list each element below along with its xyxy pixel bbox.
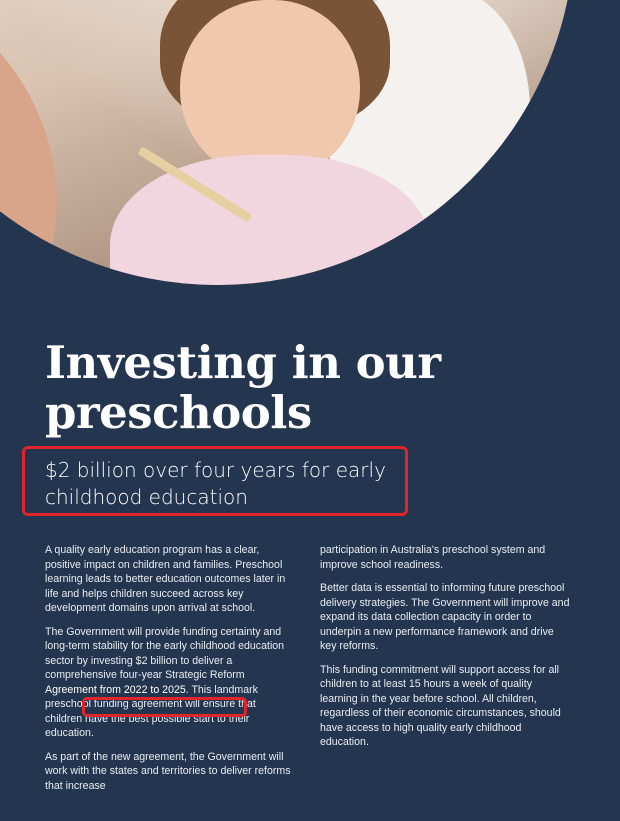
left-paragraph-2 [45, 625, 295, 741]
page-title-line2: preschools [45, 386, 312, 439]
left-paragraph-2-end: . This landmark preschool funding agreement will ensure that children have the best possible start to their education. [45, 683, 258, 739]
left-paragraph-1: A quality early education program has a clear, positive impact on children and families. Preschool learning leads to better education outcomes later in life and helps children succeed across key development domains upon arrival at school. [45, 544, 286, 614]
right-paragraph-3: This funding commitment will support access for all children to at least 15 hours a week of quality learning in the year before school. All children, regardless of their economic circumstances, should have access to high quality early childhood education. [320, 663, 561, 748]
right-paragraph-1: participation in Australia's preschool system and improve school readiness. [320, 544, 546, 571]
left-paragraph-3: As part of the new agreement, the Government will work with the states and territories to deliver reforms that increase [45, 750, 291, 792]
subtitle [45, 457, 425, 511]
agreement-annotation-box [82, 697, 247, 717]
photo-child-face [180, 0, 360, 180]
right-paragraph-2: Better data is essential to informing future preschool delivery strategies. The Government will improve and expand its data collection capacity in order to underpin a new performance framework and drive key reforms. [320, 582, 570, 652]
page-title [45, 338, 565, 438]
page-title-line1: Investing in our [45, 336, 441, 389]
highlighted-agreement-text: Agreement from 2022 to 2025 [45, 683, 186, 696]
right-column [320, 543, 570, 759]
subtitle-line1: $2 billion over four years for early [45, 458, 386, 482]
left-paragraph-2-start: The Government will provide funding certainty and long-term stability for the early childhood education sector by investing $2 billion to deliver a comprehensive four-year Strategic Reform [45, 625, 285, 681]
hero-photo-circle [0, 0, 575, 285]
subtitle-line2: childhood education [45, 485, 248, 509]
left-column [45, 543, 295, 802]
